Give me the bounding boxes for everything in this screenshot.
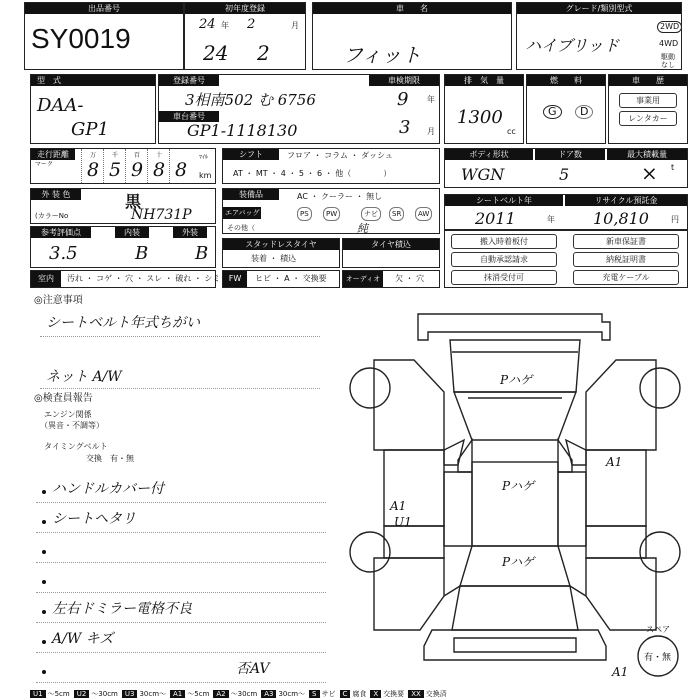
recycle-label: リサイクル預託金	[565, 195, 687, 206]
reg-no-value: 3相南502 む 6756	[185, 91, 316, 109]
seatbelt-value: 2011	[475, 209, 516, 228]
damage-mark: A1	[612, 665, 629, 679]
exterior-grade-label: 外装	[173, 227, 207, 238]
equip-item: SR	[389, 207, 404, 221]
shift-detail: AT ・ MT ・ 4 ・ 5 ・ 6 ・ 他（ ）	[233, 169, 392, 178]
interior-grade-label: 内装	[115, 227, 149, 238]
spare-label: スペア	[646, 625, 670, 634]
damage-mark: Pハゲ	[502, 479, 535, 493]
interior-cond-opts: 汚れ ・ コゲ ・ 穴 ・ スレ ・ 破れ ・ シミ	[67, 274, 221, 283]
mileage-digit-cell	[103, 149, 126, 183]
report-rule	[36, 532, 326, 533]
seatbelt-label: シートベルト年	[445, 195, 563, 206]
year-unit: 年	[221, 21, 229, 30]
right-front-wheel	[640, 368, 680, 408]
legend-key: U2	[74, 690, 90, 698]
shift-options: フロア ・ コラム ・ ダッシュ	[287, 151, 393, 160]
recycle-value: 10,810	[593, 209, 649, 228]
drive-none: 駆動 なし	[661, 53, 675, 69]
left-rear-door	[384, 526, 444, 558]
color-label: 外 装 色	[31, 189, 81, 200]
grade-box	[516, 2, 682, 70]
legend-value: 30cm～	[278, 690, 306, 698]
audio-box	[342, 270, 440, 288]
right-rear-door	[586, 526, 646, 558]
interior-cond-box	[30, 270, 221, 288]
mileage-digit: 8	[153, 159, 166, 181]
roof	[472, 462, 558, 546]
equip-item: PS	[297, 207, 312, 221]
drive-4wd: 4WD	[659, 39, 679, 48]
report-rule	[36, 502, 326, 503]
tire-load-box	[342, 238, 440, 268]
mileage-digit: 5	[109, 159, 122, 181]
equip-other-value: 純	[357, 222, 368, 235]
inspection-month-unit: 月	[427, 127, 435, 136]
history-label: 車 歴	[609, 75, 687, 86]
color-code: NH731P	[131, 207, 192, 223]
vehicle-name-box	[312, 2, 512, 70]
report-line: A/W キズ	[52, 631, 114, 647]
legend-value: ～5cm	[47, 690, 70, 698]
doc-item: 搬入時着板付	[451, 234, 557, 249]
reg-box	[158, 74, 440, 144]
doors-value: 5	[559, 165, 570, 184]
doc-item: 新車保証書	[573, 234, 679, 249]
model-line1: DAA-	[37, 95, 84, 116]
equip-item: エアバッグ	[225, 209, 260, 217]
capacity-value: ×	[641, 161, 658, 185]
vehicle-name-label: 車 名	[313, 3, 511, 14]
vehicle-name: フィット	[343, 43, 422, 67]
model-line2: GP1	[71, 119, 109, 140]
body-label: ボディ形状	[445, 149, 533, 160]
model-label: 型 式	[31, 75, 155, 86]
legend-value: 腐食	[352, 690, 367, 698]
right-rear-quarter	[586, 558, 656, 630]
report-bullet	[42, 520, 46, 524]
shift-box	[222, 148, 440, 184]
mileage-digit: 8	[175, 159, 188, 181]
stud-opts: 装着 ・ 積込	[251, 254, 297, 263]
equip-box	[222, 188, 440, 234]
equip-items	[223, 207, 439, 221]
first-reg-label: 初年度登録	[185, 3, 305, 14]
right-mirror	[566, 440, 586, 465]
displacement-label: 排 気 量	[445, 75, 523, 86]
legend-value: ～30cm	[91, 690, 118, 698]
front-bumper	[418, 314, 610, 340]
report-line: ハンドルカバー付	[52, 481, 164, 497]
damage-mark: Pハゲ	[500, 373, 533, 387]
history-box	[608, 74, 688, 144]
km-unit: km	[199, 171, 212, 180]
caution-title: ◎注意事項	[34, 295, 83, 306]
first-reg-month: 2	[257, 41, 270, 65]
caution-line-1: シートベルト年式ちがい	[46, 315, 200, 331]
color-box	[30, 188, 216, 224]
doc-item: 自動承認請求	[451, 252, 557, 267]
mileage-digit-cell	[169, 149, 192, 183]
left-mirror	[444, 440, 464, 465]
cc-unit: cc	[507, 127, 516, 136]
doc-item: 充電ケーブル	[573, 270, 679, 285]
report-bullet	[42, 580, 46, 584]
legend-key: U1	[30, 690, 46, 698]
reg-no-label: 登録番号	[159, 75, 219, 86]
exterior-grade-value: B	[195, 243, 209, 264]
mileage-digit-cell	[147, 149, 170, 183]
legend-key: S	[309, 690, 319, 698]
legend-value: サビ	[321, 690, 336, 698]
displacement-box	[444, 74, 524, 144]
mileage-digit-cell	[81, 149, 104, 183]
fw-opts: ヒビ ・ A ・ 交換要	[255, 274, 327, 283]
mileage-sub: マーク	[35, 161, 54, 168]
color-code-label: (カラーNo	[35, 212, 69, 220]
grade-label: グレード/類別型式	[517, 3, 681, 14]
legend-key: A2	[213, 690, 228, 698]
report-bullet	[42, 640, 46, 644]
report-line: 否AV	[236, 661, 270, 677]
report-rule	[36, 622, 326, 623]
first-reg-year-small: 24	[199, 17, 216, 32]
legend-value: 交換済	[425, 690, 447, 698]
grade-value: ハイブリッド	[525, 36, 620, 55]
legend-key: XX	[408, 690, 424, 698]
score-box	[30, 226, 216, 268]
capacity-label: 最大積載量	[607, 149, 687, 160]
chassis-value: GP1-1118130	[187, 121, 298, 140]
chassis-label: 車台番号	[159, 111, 219, 122]
damage-mark: Pハゲ	[502, 555, 535, 569]
report-line: 左右ドミラー電格不良	[52, 601, 192, 617]
report-bullet	[42, 490, 46, 494]
fuel-g: G	[543, 105, 562, 119]
damage-mark: A1	[606, 455, 623, 469]
docs-box	[444, 230, 688, 288]
equip-item: AW	[415, 207, 432, 221]
equip-line1: AC ・ クーラー ・ 無し	[297, 192, 383, 201]
mileage-unit: 千	[112, 152, 119, 159]
car-diagram	[340, 300, 690, 688]
mileage-unit: 百	[134, 152, 141, 159]
displacement-value: 1300	[457, 107, 503, 128]
timing-label: タイミングベルト	[44, 442, 108, 451]
damage-legend	[30, 688, 451, 700]
report-rule	[36, 562, 326, 563]
report-bullet	[42, 610, 46, 614]
docs-grid	[445, 231, 687, 287]
equip-label: 装備品	[223, 189, 279, 200]
history-business: 事業用	[619, 93, 677, 108]
left-front-wheel	[350, 368, 390, 408]
model-box	[30, 74, 156, 144]
fuel-box	[526, 74, 606, 144]
mileage-box	[30, 148, 216, 184]
mileage-digits	[81, 149, 191, 183]
lot-box	[24, 2, 184, 70]
legend-key: U3	[122, 690, 138, 698]
capacity-unit: t	[671, 163, 675, 172]
report-rule	[36, 652, 326, 653]
legend-value: 30cm～	[139, 690, 167, 698]
tailgate	[452, 586, 578, 630]
fuel-label: 燃 料	[527, 75, 605, 86]
lot-label: 出品番号	[25, 3, 183, 14]
report-bullet	[42, 550, 46, 554]
report-rule	[36, 592, 326, 593]
lot-number: SY0019	[31, 23, 131, 54]
doc-item: 抹消受付可	[451, 270, 557, 285]
fuel-d: D	[575, 105, 593, 119]
mileage-label: 走行距離	[31, 149, 75, 160]
inspection-label: 車検期限	[369, 75, 439, 86]
report-lines	[36, 476, 336, 686]
equip-item: PW	[323, 207, 340, 221]
shift-label: シフト	[223, 149, 279, 160]
doors-label: ドア数	[535, 149, 605, 160]
first-reg-year: 24	[203, 41, 229, 65]
stud-box	[222, 238, 340, 268]
inspection-year-unit: 年	[427, 95, 435, 104]
interior-grade-value: B	[135, 243, 149, 264]
fw-label: FW	[223, 271, 247, 287]
mileage-unit: 十	[156, 152, 163, 159]
seatbelt-box	[444, 194, 688, 230]
inspection-month: 3	[399, 117, 411, 138]
equip-other-label: その他（	[227, 224, 255, 232]
inspection-year: 9	[397, 89, 409, 110]
damage-mark: U1	[394, 515, 412, 529]
first-reg-month-small: 2	[247, 17, 256, 32]
body-box	[444, 148, 688, 188]
windshield	[454, 392, 576, 440]
damage-mark: A1	[390, 499, 407, 513]
mileage-unit: 万	[90, 152, 97, 159]
engine-label: エンジン関係	[44, 410, 92, 419]
interior-cond-label: 室内	[31, 271, 61, 287]
mileage-digit: 8	[87, 159, 100, 181]
legend-key: A3	[261, 690, 276, 698]
timing-opts: 交換 有・無	[86, 454, 134, 463]
legend-key: A1	[170, 690, 185, 698]
first-reg-box	[184, 2, 306, 70]
report-bullet	[42, 670, 46, 674]
left-front-door	[384, 450, 444, 526]
recycle-unit: 円	[671, 215, 679, 224]
body-value: WGN	[461, 165, 505, 184]
mileage-mark: ﾏｲﾙ	[199, 154, 209, 161]
report-line: シートヘタリ	[52, 511, 136, 527]
tire-load-label: タイヤ積込	[343, 239, 439, 250]
score-label: 参考評価点	[31, 227, 91, 238]
legend-value: ～5cm	[187, 690, 210, 698]
doc-item: 納税証明書	[573, 252, 679, 267]
legend-value: ～30cm	[230, 690, 258, 698]
left-rear-quarter	[374, 558, 444, 630]
score-value: 3.5	[49, 243, 78, 264]
report-rule	[36, 682, 326, 683]
audio-label: オーディオ	[343, 271, 383, 287]
history-rental: レンタカー	[619, 111, 677, 126]
seatbelt-unit: 年	[547, 215, 555, 224]
inspector-title: ◎検査員報告	[34, 393, 93, 404]
color-value: 黒	[125, 192, 142, 211]
mileage-digit: 9	[131, 159, 144, 181]
month-unit: 月	[291, 21, 299, 30]
equip-item: ナビ	[361, 207, 381, 221]
engine-sub: （異音・不調等）	[40, 421, 104, 430]
rear-bumper	[424, 630, 606, 660]
mileage-digit-cell	[125, 149, 148, 183]
drive-2wd: 2WD	[657, 21, 682, 33]
note-rule	[40, 336, 320, 337]
note-rule	[40, 388, 320, 389]
fw-box	[222, 270, 340, 288]
legend-key: C	[340, 690, 351, 698]
caution-line-2: ネット A/W	[46, 369, 122, 385]
spare-value: 有・無	[644, 653, 672, 663]
stud-label: スタッドレスタイヤ	[223, 239, 339, 250]
legend-value: 交換要	[383, 690, 405, 698]
audio-opts: 欠 ・ 穴	[395, 274, 425, 283]
legend-key: X	[370, 690, 381, 698]
